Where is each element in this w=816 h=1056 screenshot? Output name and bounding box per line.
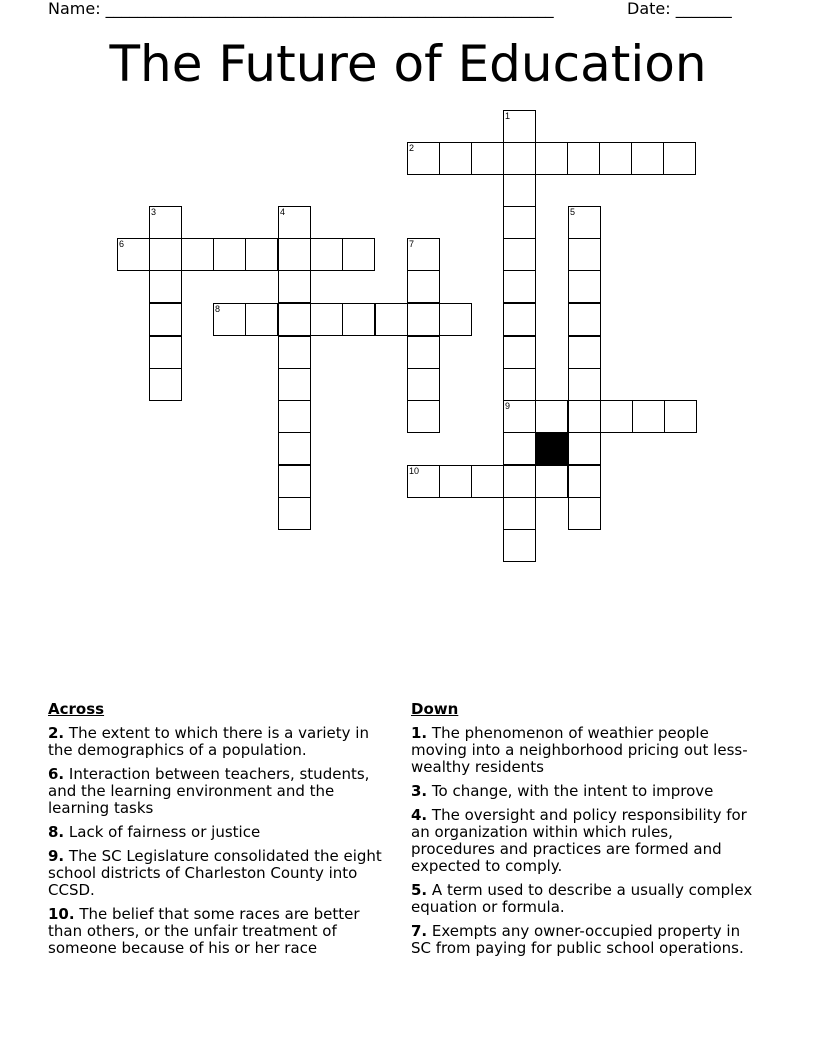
crossword-cell[interactable] (342, 303, 375, 336)
crossword-cell[interactable] (503, 432, 536, 465)
clue-number: 4 (280, 207, 286, 217)
crossword-cell[interactable] (631, 142, 664, 175)
crossword-cell[interactable] (664, 400, 697, 433)
clue-number: 4. (411, 806, 428, 824)
crossword-cell[interactable] (278, 270, 311, 303)
crossword-cell[interactable] (568, 432, 601, 465)
crossword-cell[interactable] (407, 303, 440, 336)
crossword-cell[interactable] (568, 497, 601, 530)
clue-number: 3. (411, 782, 428, 800)
down-clue (411, 882, 761, 916)
crossword-cell[interactable] (407, 142, 440, 175)
crossword-cell[interactable] (149, 206, 182, 239)
crossword-cell[interactable] (278, 400, 311, 433)
clue-number: 3 (151, 207, 157, 217)
down-clue (411, 783, 761, 800)
crossword-cell[interactable] (503, 174, 536, 207)
crossword-cell[interactable] (503, 238, 536, 271)
clue-text: To change, with the intent to improve (427, 782, 714, 800)
crossword-cell[interactable] (568, 238, 601, 271)
clue-number: 10. (48, 905, 75, 923)
clue-number: 2 (409, 143, 415, 153)
crossword-cell[interactable] (568, 465, 601, 498)
crossword-cell[interactable] (278, 336, 311, 369)
crossword-cell[interactable] (278, 368, 311, 401)
across-clue (48, 906, 398, 957)
clue-text: The phenomenon of weathier people moving into a neighborhood pricing out less-wealthy residents (411, 724, 748, 776)
crossword-cell[interactable] (567, 142, 600, 175)
crossword-cell[interactable] (503, 303, 536, 336)
crossword-cell[interactable] (503, 465, 536, 498)
crossword-cell[interactable] (568, 336, 601, 369)
crossword-cell[interactable] (181, 238, 214, 271)
crossword-cell[interactable] (278, 303, 311, 336)
crossword-cell[interactable] (568, 303, 601, 336)
crossword-cell[interactable] (278, 238, 311, 271)
crossword-cell[interactable] (407, 336, 440, 369)
name-field-label: Name: ________________________________________________________ (48, 0, 554, 18)
crossword-cell[interactable] (149, 336, 182, 369)
crossword-cell[interactable] (471, 142, 504, 175)
crossword-cell[interactable] (375, 303, 408, 336)
down-clues (411, 701, 761, 964)
crossword-cell[interactable] (149, 270, 182, 303)
crossword-cell[interactable] (663, 142, 696, 175)
crossword-cell[interactable] (149, 368, 182, 401)
clue-number: 10 (409, 466, 420, 476)
clue-number: 8. (48, 823, 65, 841)
across-clue (48, 824, 398, 841)
crossword-cell[interactable] (503, 270, 536, 303)
clue-text: Exempts any owner-occupied property in SC from paying for public school operations. (411, 922, 744, 957)
down-clue (411, 725, 761, 776)
crossword-cell[interactable] (535, 400, 568, 433)
black-cell (535, 432, 568, 465)
crossword-cell[interactable] (503, 142, 536, 175)
crossword-cell[interactable] (117, 238, 150, 271)
crossword-cell[interactable] (407, 238, 440, 271)
down-clue (411, 807, 761, 875)
clue-text: The extent to which there is a variety in the demographics of a population. (48, 724, 369, 759)
clue-number: 2. (48, 724, 65, 742)
down-heading: Down (411, 700, 459, 718)
clue-number: 5. (411, 881, 428, 899)
across-clue (48, 766, 398, 817)
crossword-cell[interactable] (568, 400, 601, 433)
crossword-cell[interactable] (149, 238, 182, 271)
crossword-cell[interactable] (407, 400, 440, 433)
crossword-cell[interactable] (245, 238, 278, 271)
crossword-cell[interactable] (278, 206, 311, 239)
page-title: The Future of Education (109, 35, 707, 93)
clue-number: 1 (505, 111, 511, 121)
crossword-cell[interactable] (600, 400, 633, 433)
clue-text: Interaction between teachers, students, and the learning environment and the learning tasks (48, 765, 370, 817)
clue-number: 9. (48, 847, 65, 865)
clue-text: The SC Legislature consolidated the eight school districts of Charleston County into CCSD. (48, 847, 382, 899)
crossword-cell[interactable] (245, 303, 278, 336)
clue-number: 5 (570, 207, 576, 217)
down-clue (411, 923, 761, 957)
crossword-cell[interactable] (632, 400, 665, 433)
crossword-cell[interactable] (535, 465, 568, 498)
date-field-label: Date: _______ (627, 0, 732, 18)
crossword-cell[interactable] (310, 238, 343, 271)
clue-text: The oversight and policy responsibility for an organization within which rules, procedures and practices are formed and expected to comply. (411, 806, 747, 875)
crossword-cell[interactable] (503, 110, 536, 143)
crossword-cell[interactable] (149, 303, 182, 336)
clue-number: 7. (411, 922, 428, 940)
crossword-cell[interactable] (503, 400, 536, 433)
crossword-cell[interactable] (471, 465, 504, 498)
clue-number: 8 (215, 304, 221, 314)
clue-number: 6. (48, 765, 65, 783)
crossword-cell[interactable] (503, 529, 536, 562)
crossword-cell[interactable] (407, 368, 440, 401)
crossword-cell[interactable] (310, 303, 343, 336)
crossword-cell[interactable] (503, 206, 536, 239)
clue-number: 9 (505, 401, 511, 411)
crossword-cell[interactable] (599, 142, 632, 175)
crossword-cell[interactable] (278, 432, 311, 465)
across-clue (48, 725, 398, 759)
crossword-cell[interactable] (503, 368, 536, 401)
clue-number: 7 (409, 239, 415, 249)
crossword-cell[interactable] (535, 142, 568, 175)
crossword-cell[interactable] (439, 142, 472, 175)
crossword-cell[interactable] (439, 303, 472, 336)
crossword-cell[interactable] (213, 303, 246, 336)
crossword-cell[interactable] (278, 465, 311, 498)
clue-number: 6 (119, 239, 125, 249)
clue-number: 1. (411, 724, 428, 742)
across-clue (48, 848, 398, 899)
across-clues (48, 701, 398, 964)
clue-text: A term used to describe a usually complex equation or formula. (411, 881, 753, 916)
across-heading: Across (48, 700, 105, 718)
crossword-cell[interactable] (407, 270, 440, 303)
clue-text: The belief that some races are better than others, or the unfair treatment of someone because of his or her race (48, 905, 360, 957)
crossword-cell[interactable] (503, 497, 536, 530)
crossword-cell[interactable] (503, 336, 536, 369)
crossword-cell[interactable] (278, 497, 311, 530)
crossword-cell[interactable] (568, 368, 601, 401)
crossword-cell[interactable] (568, 270, 601, 303)
crossword-cell[interactable] (342, 238, 375, 271)
clue-text: Lack of fairness or justice (64, 823, 261, 841)
crossword-cell[interactable] (213, 238, 246, 271)
crossword-cell[interactable] (568, 206, 601, 239)
crossword-cell[interactable] (439, 465, 472, 498)
crossword-cell[interactable] (407, 465, 440, 498)
